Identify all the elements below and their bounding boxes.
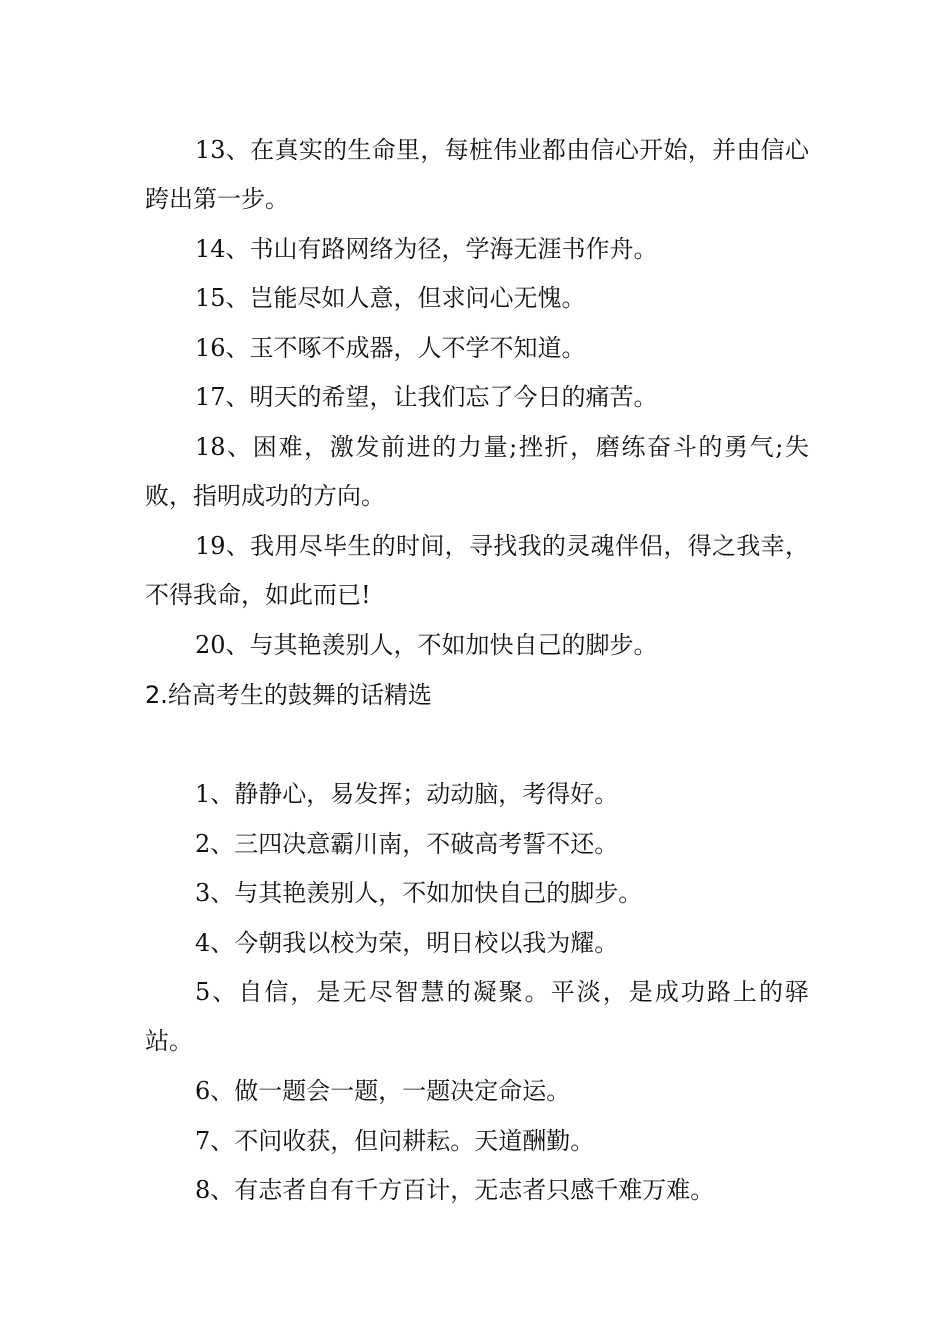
paragraph-item-19: 19、我用尽毕生的时间，寻找我的灵魂伴侣，得之我幸，不得我命，如此而已! [145,532,809,609]
paragraph-item-16: 16、玉不啄不成器，人不学不知道。 [195,334,586,362]
section-heading: 2.给高考生的鼓舞的话精选 [145,681,432,709]
paragraph-item-15: 15、岂能尽如人意，但求问心无愧。 [195,284,586,312]
paragraph-item-8: 8、有志者自有千方百计，无志者只感千难万难。 [195,1176,715,1204]
paragraph-item-14: 14、书山有路网络为径，学海无涯书作舟。 [195,235,658,263]
paragraph-item-5: 5、自信，是无尽智慧的凝聚。平淡，是成功路上的驿站。 [145,978,809,1055]
paragraph-item-20: 20、与其艳羡别人，不如加快自己的脚步。 [195,631,658,659]
paragraph-item-18: 18、困难，激发前进的力量;挫折，磨练奋斗的勇气;失败，指明成功的方向。 [145,433,809,510]
paragraph-item-6: 6、做一题会一题，一题决定命运。 [195,1077,571,1105]
paragraph-item-17: 17、明天的希望，让我们忘了今日的痛苦。 [195,383,658,411]
paragraph-item-4: 4、今朝我以校为荣，明日校以我为耀。 [195,929,619,957]
paragraph-item-2: 2、三四决意霸川南，不破高考誓不还。 [195,830,619,858]
paragraph-item-13: 13、在真实的生命里，每桩伟业都由信心开始，并由信心跨出第一步。 [145,136,809,213]
paragraph-item-1: 1、静静心，易发挥；动动脑，考得好。 [195,780,619,808]
paragraph-item-3: 3、与其艳羡别人，不如加快自己的脚步。 [195,879,643,907]
paragraph-item-7: 7、不问收获，但问耕耘。天道酬勤。 [195,1127,595,1155]
